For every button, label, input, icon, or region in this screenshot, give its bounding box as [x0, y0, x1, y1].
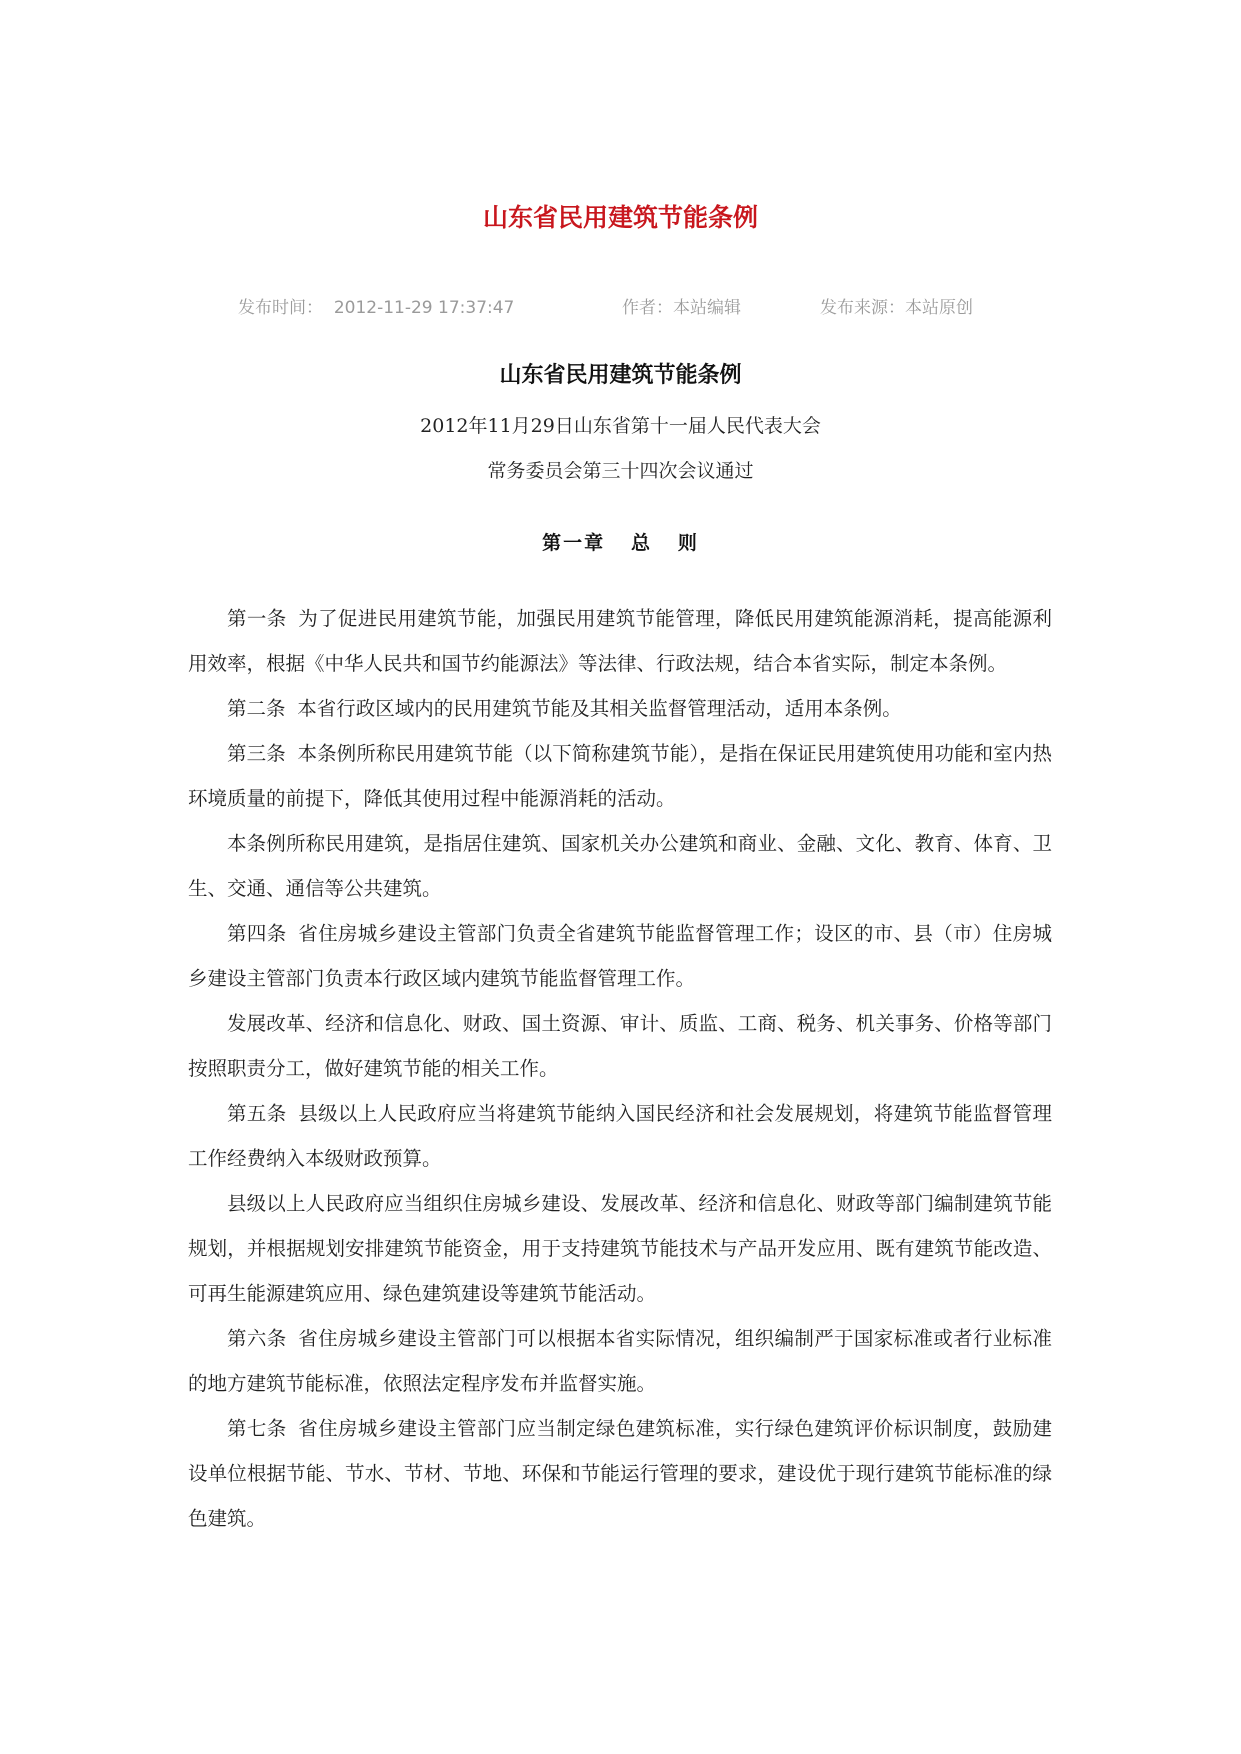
- document-body: [188, 596, 1052, 1541]
- article-text: 省住房城乡建设主管部门可以根据本省实际情况，组织编制严于国家标准或者行业标准的地方建筑节能标准，依照法定程序发布并监督实施。: [188, 1327, 1052, 1395]
- article-paragraph: [188, 1091, 1052, 1181]
- article-text: 县级以上人民政府应当组织住房城乡建设、发展改革、经济和信息化、财政等部门编制建筑节能规划，并根据规划安排建筑节能资金，用于支持建筑节能技术与产品开发应用、既有建筑节能改造、可再生能源建筑应用、绿色建筑建设等建筑节能活动。: [188, 1192, 1052, 1305]
- article-paragraph: [188, 731, 1052, 821]
- article-paragraph: [188, 911, 1052, 1001]
- publish-time: [238, 294, 514, 322]
- adoption-note-line-2: 常务委员会第三十四次会议通过: [487, 460, 754, 482]
- source-info: 发布来源：本站原创: [820, 298, 973, 318]
- article-label: 第五条: [227, 1102, 287, 1125]
- article-text: 发展改革、经济和信息化、财政、国土资源、审计、质监、工商、税务、机关事务、价格等部门按照职责分工，做好建筑节能的相关工作。: [188, 1012, 1052, 1080]
- article-paragraph: [188, 596, 1052, 686]
- article-paragraph: [188, 686, 1052, 731]
- article-label: 第七条: [227, 1417, 287, 1440]
- article-text: 本条例所称民用建筑节能（以下简称建筑节能），是指在保证民用建筑使用功能和室内热环境质量的前提下，降低其使用过程中能源消耗的活动。: [188, 742, 1052, 810]
- article-paragraph: [188, 1181, 1052, 1316]
- article-paragraph: [188, 1406, 1052, 1541]
- publish-meta: [238, 294, 1038, 322]
- adoption-note-line-1: 2012年11月29日山东省第十一届人民代表大会: [420, 415, 821, 437]
- publish-time-value: 2012-11-29 17:37:47: [333, 298, 515, 318]
- article-paragraph: [188, 1001, 1052, 1091]
- article-label: 第三条: [227, 742, 286, 765]
- chapter-heading: 第一章 总 则: [542, 532, 699, 554]
- article-text: 省住房城乡建设主管部门应当制定绿色建筑标准，实行绿色建筑评价标识制度，鼓励建设单位根据节能、节水、节材、节地、环保和节能运行管理的要求，建设优于现行建筑节能标准的绿色建筑。: [188, 1417, 1052, 1530]
- article-label: 第四条: [227, 922, 287, 945]
- page-title: 山东省民用建筑节能条例: [482, 203, 758, 232]
- article-text: 县级以上人民政府应当将建筑节能纳入国民经济和社会发展规划，将建筑节能监督管理工作经费纳入本级财政预算。: [188, 1102, 1052, 1170]
- article-paragraph: [188, 1316, 1052, 1406]
- article-label: 第二条: [227, 697, 286, 720]
- article-text: 本条例所称民用建筑，是指居住建筑、国家机关办公建筑和商业、金融、文化、教育、体育、卫生、交通、通信等公共建筑。: [188, 832, 1052, 900]
- article-text: 为了促进民用建筑节能，加强民用建筑节能管理，降低民用建筑能源消耗，提高能源利用效率，根据《中华人民共和国节约能源法》等法律、行政法规，结合本省实际，制定本条例。: [188, 607, 1052, 675]
- article-text: 本省行政区域内的民用建筑节能及其相关监督管理活动，适用本条例。: [297, 697, 902, 720]
- article-label: 第六条: [227, 1327, 287, 1350]
- article-label: 第一条: [227, 607, 287, 630]
- author-info: 作者：本站编辑: [622, 298, 741, 318]
- document-title: 山东省民用建筑节能条例: [499, 363, 742, 388]
- publish-time-label: 发布时间：: [238, 298, 323, 318]
- article-paragraph: [188, 821, 1052, 911]
- article-text: 省住房城乡建设主管部门负责全省建筑节能监督管理工作；设区的市、县（市）住房城乡建设主管部门负责本行政区域内建筑节能监督管理工作。: [188, 922, 1052, 990]
